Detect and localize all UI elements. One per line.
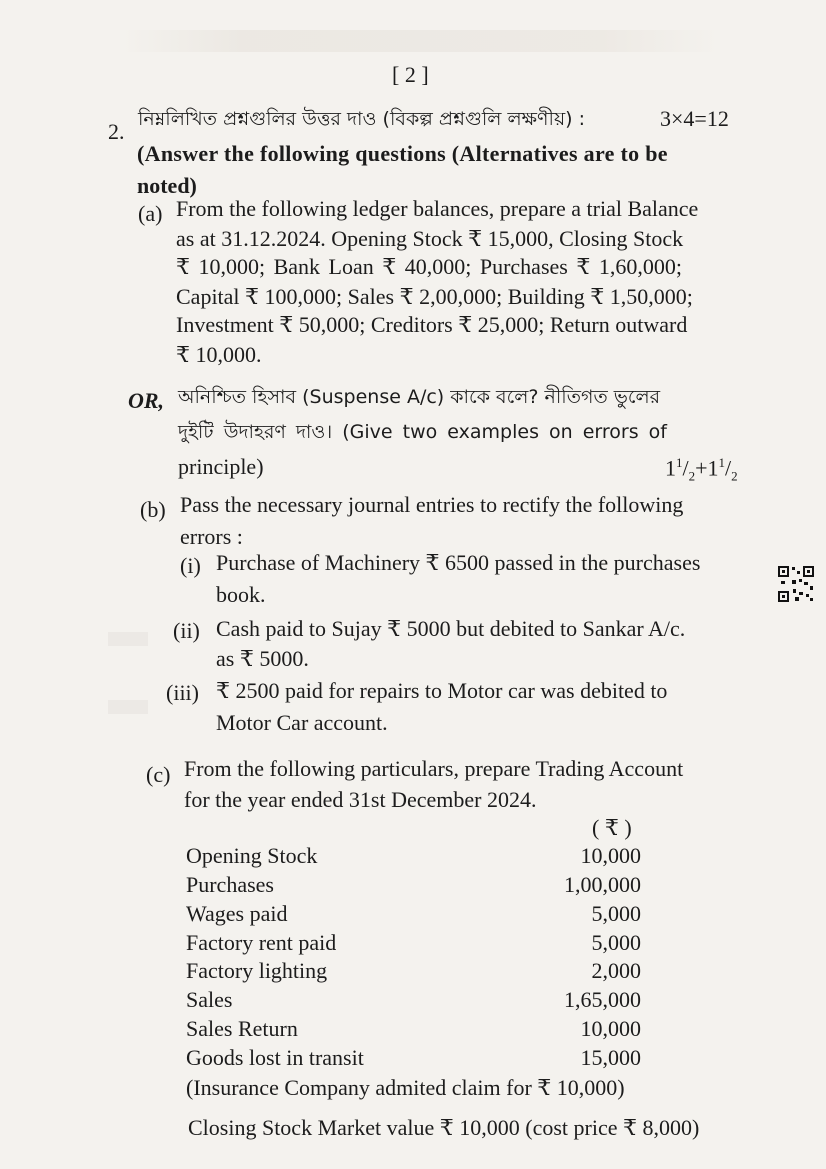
table-row (186, 1016, 641, 1045)
bengali-instruction: নিম্নলিখিত প্রশ্নগুলির উত্তর দাও (বিকল্প প্রশ্নগুলি লক্ষণীয়) : (138, 108, 586, 130)
row-amount: 5,000 (591, 930, 641, 955)
or-marks-den: 2 (731, 468, 738, 484)
english-instruction-line1: (Answer the following questions (Alternatives are to be (137, 141, 668, 166)
table-row (186, 958, 641, 987)
or-line2: দুইটি উদাহরণ দাও। (Give two examples on errors of (178, 421, 667, 443)
part-b-label: (b) (140, 497, 166, 522)
row-label: Purchases (186, 872, 274, 897)
part-b-line2: errors : (180, 524, 243, 549)
row-amount: 5,000 (591, 901, 641, 926)
or-line3: principle) (178, 454, 264, 479)
or-line1: অনিশ্চিত হিসাব (Suspense A/c) কাকে বলে? নীতিগত ভুলের (178, 386, 661, 408)
or-marks-whole: 1 (665, 455, 676, 481)
part-b-item-line2: Motor Car account. (216, 710, 388, 735)
page-number: [ 2 ] (392, 62, 429, 87)
closing-stock-note: Closing Stock Market value ₹ 10,000 (cost price ₹ 8,000) (188, 1115, 700, 1140)
qr-code-icon (777, 565, 815, 603)
row-amount: 1,00,000 (564, 872, 641, 897)
english-instruction-line2: noted) (137, 173, 197, 198)
row-label: Opening Stock (186, 843, 318, 868)
row-amount: 1,65,000 (564, 987, 641, 1012)
table-row (186, 901, 641, 930)
part-b-item-line2: as ₹ 5000. (216, 646, 309, 671)
or-label: OR, (128, 388, 165, 413)
table-row (186, 987, 641, 1016)
part-b-line1: Pass the necessary journal entries to rectify the following (180, 492, 684, 517)
row-label: Sales Return (186, 1016, 298, 1041)
row-label: Goods lost in transit (186, 1045, 364, 1070)
part-a-line: ₹ 10,000; Bank Loan ₹ 40,000; Purchases ₹ 1,60,000; (176, 254, 682, 279)
or-marks-plus: +1 (695, 455, 719, 481)
part-a-line: ₹ 10,000. (176, 342, 262, 367)
row-amount: 15,000 (580, 1045, 641, 1070)
bleed-through-mark (108, 632, 148, 646)
part-b-item-num: (i) (180, 553, 201, 578)
bleed-through-mark (120, 30, 720, 52)
row-label: Factory lighting (186, 958, 328, 983)
part-c-label: (c) (146, 762, 171, 787)
or-marks-den: 2 (688, 468, 696, 484)
row-amount: 2,000 (591, 958, 641, 983)
bleed-through-mark (108, 700, 148, 714)
insurance-note: (Insurance Company admited claim for ₹ 10,000) (186, 1075, 625, 1100)
part-a-label: (a) (138, 201, 163, 226)
part-b-item-line1: Cash paid to Sujay ₹ 5000 but debited to Sankar A/c. (216, 616, 686, 641)
table-row (186, 930, 641, 959)
question-number: 2. (108, 119, 125, 144)
table-row (186, 872, 641, 901)
table-row (186, 1045, 641, 1074)
or-marks-num: 1 (676, 455, 683, 470)
part-a-line: Investment ₹ 50,000; Creditors ₹ 25,000; Return outward (176, 312, 688, 337)
row-label: Wages paid (186, 901, 288, 926)
table-row (186, 843, 641, 872)
row-label: Sales (186, 987, 233, 1012)
row-amount: 10,000 (580, 843, 641, 868)
row-amount: 10,000 (580, 1016, 641, 1041)
currency-header: ( ₹ ) (592, 815, 632, 840)
part-a-line: From the following ledger balances, prepare a trial Balance (176, 196, 699, 221)
part-b-item-num: (iii) (166, 680, 199, 705)
part-b-item-num: (ii) (173, 618, 200, 643)
part-b-item-line1: Purchase of Machinery ₹ 6500 passed in the purchases (216, 550, 701, 575)
part-c-line2: for the year ended 31st December 2024. (184, 787, 537, 812)
part-a-line: as at 31.12.2024. Opening Stock ₹ 15,000, Closing Stock (176, 226, 684, 251)
part-b-item-line2: book. (216, 582, 266, 607)
part-b-item-line1: ₹ 2500 paid for repairs to Motor car was debited to (216, 678, 668, 703)
row-label: Factory rent paid (186, 930, 337, 955)
part-c-line1: From the following particulars, prepare Trading Account (184, 756, 684, 781)
question-marks: 3×4=12 (660, 106, 729, 131)
or-marks: $1^1/_2+1^1/_2$ (665, 455, 738, 484)
part-a-line: Capital ₹ 100,000; Sales ₹ 2,00,000; Building ₹ 1,50,000; (176, 284, 693, 309)
or-marks-num: 1 (718, 455, 726, 470)
